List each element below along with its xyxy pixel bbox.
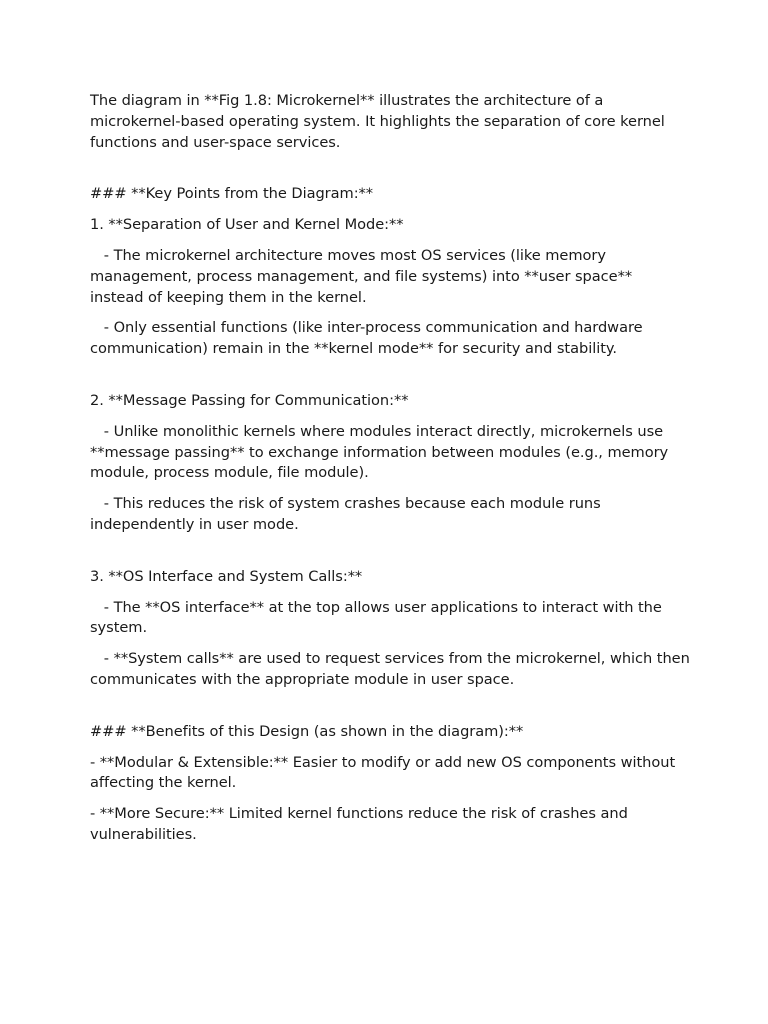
point3-item2: - **System calls** are used to request services from the microkernel, which then communicates with the appropriate module in user space. [90,650,695,688]
point2-item2: - This reduces the risk of system crashes because each module runs independently in user mode. [90,495,606,533]
benefits-heading: ### **Benefits of this Design (as shown in the diagram):** [90,722,524,740]
document-page [90,91,695,846]
key-points-heading: ### **Key Points from the Diagram:** [90,185,374,203]
benefit-item-modular: - **Modular & Extensible:** Easier to modify or add new OS components without affecting the kernel. [90,753,680,792]
point1-item2: - Only essential functions (like inter-process communication and hardware communication) remain in the **kernel mode** for security and stability. [90,319,648,358]
benefit-item-secure: - **More Secure:** Limited kernel functions reduce the risk of crashes and vulnerabilities. [90,805,633,843]
point1-heading: 1. **Separation of User and Kernel Mode:** [90,216,404,234]
point3-heading: 3. **OS Interface and System Calls:** [90,567,363,585]
point3-item1: - The **OS interface** at the top allows user applications to interact with the system. [90,598,667,637]
point1-item1: - The microkernel architecture moves most OS services (like memory management, process management, and file systems) into **user space** instead of keeping them in the kernel. [90,246,637,306]
point2-item1: - Unlike monolithic kernels where modules interact directly, microkernels use **message passing** to exchange information between modules (e.g., memory module, process module, file module). [90,422,673,482]
point2-heading: 2. **Message Passing for Communication:** [90,391,409,409]
intro-paragraph: The diagram in **Fig 1.8: Microkernel** illustrates the architecture of a microkernel-based operating system. It highlights the separation of core kernel functions and user-space services. [90,92,670,151]
